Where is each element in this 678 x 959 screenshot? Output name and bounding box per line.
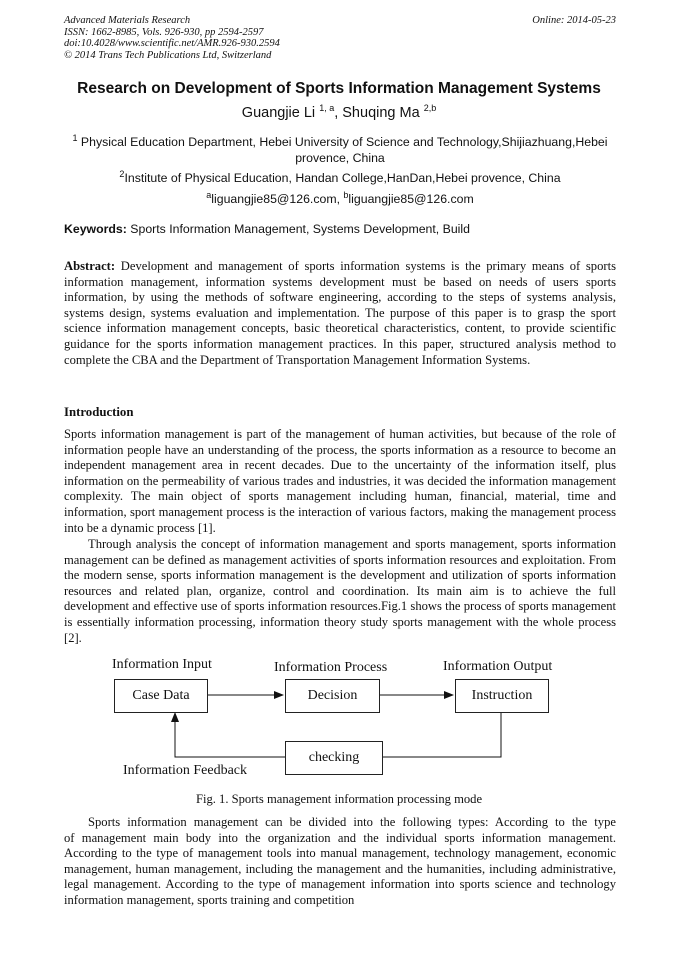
label-information-input: Information Input xyxy=(112,657,212,672)
journal-header xyxy=(64,15,616,61)
author-line xyxy=(0,103,678,121)
journal-issn: ISSN: 1662-8985, Vols. 926-930, pp 2594-2597 xyxy=(64,26,264,38)
label-information-output: Information Output xyxy=(443,659,553,674)
figure-1-diagram xyxy=(100,654,570,789)
keywords-text: Sports Information Management, Systems Development, Build xyxy=(126,222,470,236)
box-checking: checking xyxy=(285,741,383,775)
intro-paragraph-2: Through analysis the concept of information management and sports management, sports information management can be defined as management activities of sports information resources and exploitation. From the modern sense, sports information management is the development and utilization of sports information resources and related plan, organize, control and coordination. Its main aim is to achieve the full development and effective use of sports information resources.Fig.1 shows the process of sports management is essentially information processing, information theory study sports management with the whole process [2]. xyxy=(64,537,616,645)
affiliation-1 xyxy=(64,131,616,166)
box-decision: Decision xyxy=(285,679,380,713)
author-1-sup: 1, a xyxy=(319,103,335,113)
affiliation-1-sup: 1 xyxy=(72,133,78,143)
journal-name: Advanced Materials Research xyxy=(64,15,191,26)
journal-copyright: © 2014 Trans Tech Publications Ltd, Switzerland xyxy=(64,49,272,61)
online-date: Online: 2014-05-23 xyxy=(532,15,616,26)
email-b-sup: b xyxy=(343,190,349,200)
intro-paragraph-3-first-line: Sports information management can be divided into the following types: According to the type xyxy=(88,815,616,829)
journal-doi: doi:10.4028/www.scientific.net/AMR.926-930.2594 xyxy=(64,38,280,49)
line-instruction-to-checking xyxy=(383,711,501,757)
intro-paragraph-3-rest: of management main body into the organization and the individual sports information management. According to the type of management tools into manual management, technology management, economic management, human management, including the management and the humanities, including administrative, legal management. According to the type of management information into sports science and technology information management, sports training and competition xyxy=(64,830,616,907)
affiliation-2-sup: 2 xyxy=(119,169,125,179)
abstract-label: Abstract: xyxy=(64,259,116,273)
author-separator: , xyxy=(334,104,343,121)
abstract xyxy=(64,259,616,368)
email-b: liguangjie85@126.com xyxy=(348,192,474,207)
author-2: Shuqing Ma xyxy=(342,104,420,121)
arrow-checking-to-case xyxy=(175,713,286,757)
abstract-text: Development and management of sports information systems is the primary means of sports information management, information systems development must be based on needs of users sports information, by using the methods of software engineering, according to the steps of systems analysis, systems design, systems evaluation and implementation. The purpose of this paper is to grasp the sport science information management concepts, basic theoretical characteristics, content, to provide scientific guidance for the sports information management practices. In this paper, structured analysis method to complete the CBA and the Department of Transportation Management Information Systems. xyxy=(64,259,616,367)
author-1: Guangjie Li xyxy=(241,104,316,121)
box-instruction: Instruction xyxy=(455,679,549,713)
affiliation-2-text: Institute of Physical Education, Handan College,HanDan,Hebei provence, China xyxy=(124,171,561,186)
introduction-heading: Introduction xyxy=(64,405,134,419)
affiliation-2 xyxy=(64,167,616,187)
email-line xyxy=(64,188,616,208)
intro-paragraph-1: Sports information management is part of the management of human activities, but because of the role of information people have an understanding of the process, the sports information as a resource to become an independent management area in recent decades. Due to the uncertainty of the information itself, plus information on the permeability of various trades and industries, it was decided the information management complexity. The main object of sports management including human, financial, material, time and information, sport management process is the interaction of various factors, making the management process into be a dynamic process [1]. xyxy=(64,427,616,535)
figure-1-caption: Fig. 1. Sports management information processing mode xyxy=(195,792,483,806)
keywords xyxy=(64,222,616,236)
email-a-sup: a xyxy=(206,190,212,200)
email-a: liguangjie85@126.com, xyxy=(211,192,344,207)
affiliation-1-text: Physical Education Department, Hebei University of Science and Technology,Shijiazhuang,Hebei provence, China xyxy=(77,135,608,165)
box-case-data: Case Data xyxy=(114,679,208,713)
label-information-feedback: Information Feedback xyxy=(123,763,248,778)
label-information-process: Information Process xyxy=(274,660,388,675)
paper-title: Research on Development of Sports Information Management Systems xyxy=(77,80,601,97)
intro-paragraph-3 xyxy=(64,815,616,909)
author-2-sup: 2,b xyxy=(423,103,437,113)
keywords-label: Keywords: xyxy=(64,222,127,236)
